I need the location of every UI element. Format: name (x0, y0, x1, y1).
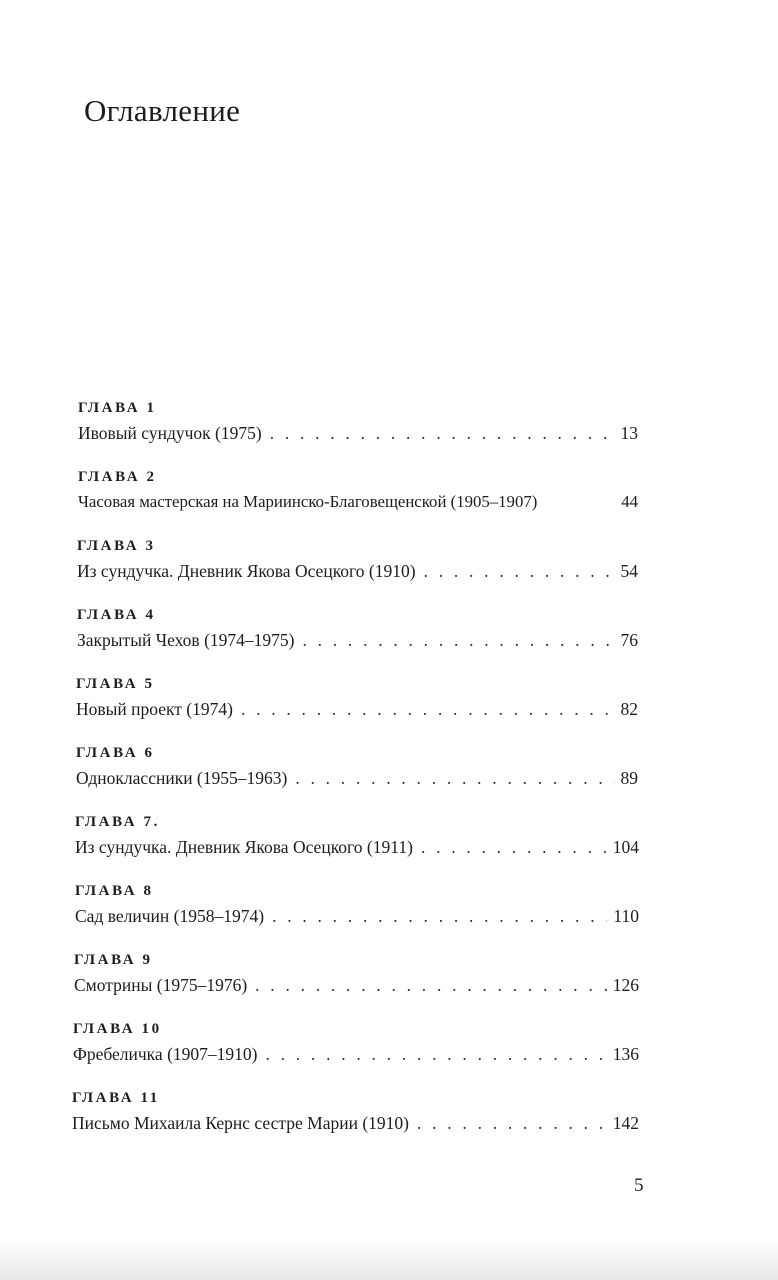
page-folio: 5 (634, 1175, 644, 1196)
chapter-row (72, 1111, 639, 1135)
dot-leader (241, 697, 615, 721)
scan-shadow (0, 1236, 778, 1280)
chapter-label: ГЛАВА 4 (77, 607, 156, 623)
dot-leader (417, 1111, 607, 1135)
chapter-title: Смотрины (1975–1976) (74, 975, 248, 995)
chapter-row (74, 973, 639, 997)
chapter-row (75, 904, 639, 928)
dot-leader (302, 628, 614, 652)
chapter-label: ГЛАВА 5 (76, 676, 155, 692)
page-number: 142 (612, 1113, 639, 1133)
chapter-label: ГЛАВА 8 (75, 883, 154, 899)
dot-leader (265, 1042, 606, 1066)
dot-leader (421, 835, 607, 859)
page-number: 76 (620, 630, 638, 650)
chapter-title: Одноклассники (1955–1963) (76, 768, 288, 788)
dot-leader (270, 421, 615, 445)
chapter-row (76, 697, 638, 721)
chapter-label: ГЛАВА 1 (78, 400, 157, 416)
chapter-title: Закрытый Чехов (1974–1975) (77, 630, 295, 650)
chapter-title: Письмо Михаила Кернс сестре Марии (1910) (72, 1113, 409, 1133)
page-title: Оглавление (84, 93, 241, 128)
chapter-label: ГЛАВА 3 (77, 538, 156, 554)
dot-leader (255, 973, 607, 997)
chapter-row (75, 835, 639, 859)
toc-entry-1 (78, 398, 638, 458)
chapter-title: Часовая мастерская на Мариинско-Благовещенской (1905–1907) (78, 492, 538, 511)
toc-entry-6 (76, 743, 638, 803)
toc-entry-10 (73, 1019, 639, 1079)
chapter-row (78, 490, 638, 514)
chapter-label: ГЛАВА 10 (73, 1021, 162, 1037)
toc-entry-3 (77, 536, 638, 596)
chapter-title: Фребеличка (1907–1910) (73, 1044, 258, 1064)
page-number: 13 (620, 423, 638, 443)
chapter-label: ГЛАВА 6 (76, 745, 155, 761)
chapter-title: Ивовый сундучок (1975) (78, 423, 262, 443)
page-number: 82 (620, 699, 638, 719)
page-number: 44 (621, 492, 638, 511)
page-number: 136 (612, 1044, 639, 1064)
chapter-title: Сад величин (1958–1974) (75, 906, 265, 926)
page-number: 104 (612, 837, 639, 857)
page-number: 89 (620, 768, 638, 788)
dot-leader (295, 766, 614, 790)
chapter-title: Новый проект (1974) (76, 699, 233, 719)
toc-entry-8 (75, 881, 639, 941)
toc-entry-7 (75, 812, 639, 872)
toc-entry-11 (72, 1088, 639, 1148)
dot-leader (272, 904, 607, 928)
page-number: 54 (620, 561, 638, 581)
chapter-row (78, 421, 638, 445)
chapter-row (77, 628, 638, 652)
toc-entry-5 (76, 674, 638, 734)
chapter-label: ГЛАВА 11 (72, 1090, 160, 1106)
toc-entry-4 (77, 605, 638, 665)
page-number: 126 (612, 975, 639, 995)
toc-entry-9 (74, 950, 639, 1010)
toc-entry-2 (78, 467, 638, 527)
chapter-row (76, 766, 638, 790)
chapter-label: ГЛАВА 7. (75, 814, 160, 830)
chapter-title: Из сундучка. Дневник Якова Осецкого (1911) (75, 837, 413, 857)
dot-leader (424, 559, 615, 583)
chapter-row (73, 1042, 639, 1066)
chapter-title: Из сундучка. Дневник Якова Осецкого (1910) (77, 561, 416, 581)
page-number: 110 (613, 906, 639, 926)
chapter-label: ГЛАВА 2 (78, 469, 157, 485)
chapter-row (77, 559, 638, 583)
chapter-label: ГЛАВА 9 (74, 952, 153, 968)
